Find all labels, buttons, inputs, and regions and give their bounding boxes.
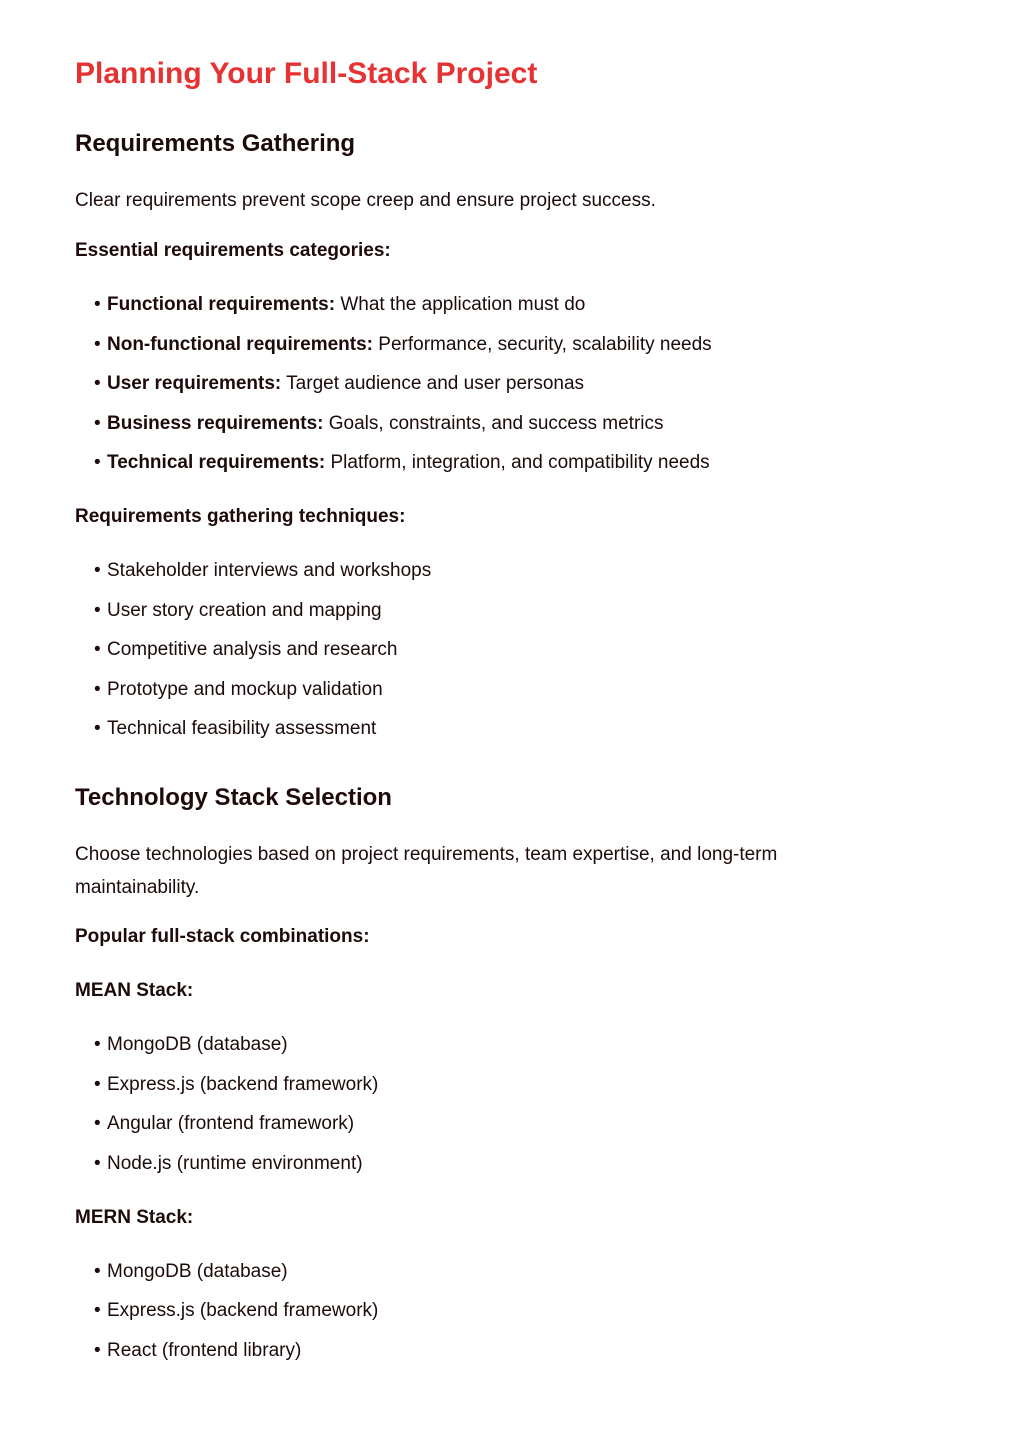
bullet: •: [94, 560, 101, 581]
list-item-text: Node.js (runtime environment): [107, 1152, 363, 1174]
stack-intro: Choose technologies based on project requirements, team expertise, and long-term maintainability.: [75, 844, 778, 898]
section-heading-stack: Technology Stack Selection: [75, 784, 392, 811]
list-item-desc: Platform, integration, and compatibility needs: [330, 452, 710, 473]
popular-heading: Popular full-stack combinations:: [75, 926, 370, 947]
list-item: [94, 371, 1024, 397]
bullet: •: [94, 1260, 101, 1282]
bullet: •: [94, 718, 101, 739]
list-item: [94, 1151, 1024, 1177]
bullet: •: [94, 599, 101, 621]
list-item: [94, 1032, 1024, 1058]
list-item-term: Technical requirements:: [107, 452, 326, 473]
list-item-desc: Performance, security, scalability needs: [378, 333, 712, 355]
bullet: •: [94, 1152, 101, 1174]
techniques-heading: Requirements gathering techniques:: [75, 506, 406, 527]
list-item-desc: What the application must do: [340, 294, 586, 315]
list-item-text: Technical feasibility assessment: [107, 718, 377, 739]
bullet: •: [94, 1073, 101, 1095]
list-item-text: Express.js (backend framework): [107, 1300, 379, 1321]
bullet: •: [94, 678, 101, 700]
list-item-text: React (frontend library): [107, 1339, 302, 1361]
bullet: •: [94, 452, 101, 473]
requirements-intro: Clear requirements prevent scope creep and ensure project success.: [75, 190, 656, 211]
bullet: •: [94, 373, 101, 394]
section-heading-requirements: Requirements Gathering: [75, 130, 356, 157]
list-item-text: Stakeholder interviews and workshops: [107, 560, 432, 581]
bullet: •: [94, 1300, 101, 1321]
bullet: •: [94, 412, 101, 434]
list-item: [94, 1111, 1024, 1137]
list-item: [94, 1072, 1024, 1098]
categories-heading: Essential requirements categories:: [75, 240, 391, 261]
list-item: [94, 558, 1024, 584]
mean-heading: MEAN Stack:: [75, 980, 194, 1001]
list-item: [94, 411, 1024, 437]
list-item: [94, 677, 1024, 703]
bullet: •: [94, 1034, 101, 1055]
bullet: •: [94, 1113, 101, 1134]
mean-list: [75, 1032, 1024, 1177]
list-item-text: Angular (frontend framework): [107, 1113, 355, 1134]
list-item: [94, 332, 1024, 358]
list-item-text: Prototype and mockup validation: [107, 678, 383, 700]
bullet: •: [94, 294, 101, 315]
list-item: [94, 1298, 1024, 1324]
list-item: [94, 1338, 1024, 1364]
list-item-desc: Target audience and user personas: [286, 373, 585, 394]
mern-list: [75, 1259, 1024, 1364]
list-item-term: Business requirements:: [107, 412, 324, 434]
list-item: [94, 292, 1024, 318]
list-item-text: MongoDB (database): [107, 1260, 288, 1282]
list-item: [94, 716, 1024, 742]
list-item-text: Express.js (backend framework): [107, 1073, 379, 1095]
list-item: [94, 1259, 1024, 1285]
list-item-text: User story creation and mapping: [107, 599, 382, 621]
list-item: [94, 450, 1024, 476]
list-item-text: MongoDB (database): [107, 1034, 288, 1055]
bullet: •: [94, 333, 101, 355]
bullet: •: [94, 1339, 101, 1361]
list-item: [94, 637, 1024, 663]
mern-heading: MERN Stack:: [75, 1206, 194, 1228]
techniques-list: [75, 558, 1024, 742]
categories-list: [75, 292, 1024, 476]
bullet: •: [94, 639, 101, 660]
list-item-text: Competitive analysis and research: [107, 639, 398, 660]
page-title: Planning Your Full-Stack Project: [75, 57, 538, 90]
list-item: [94, 598, 1024, 624]
list-item-term: Non-functional requirements:: [107, 333, 374, 355]
list-item-term: Functional requirements:: [107, 294, 336, 315]
list-item-term: User requirements:: [107, 373, 282, 394]
list-item-desc: Goals, constraints, and success metrics: [328, 412, 664, 434]
